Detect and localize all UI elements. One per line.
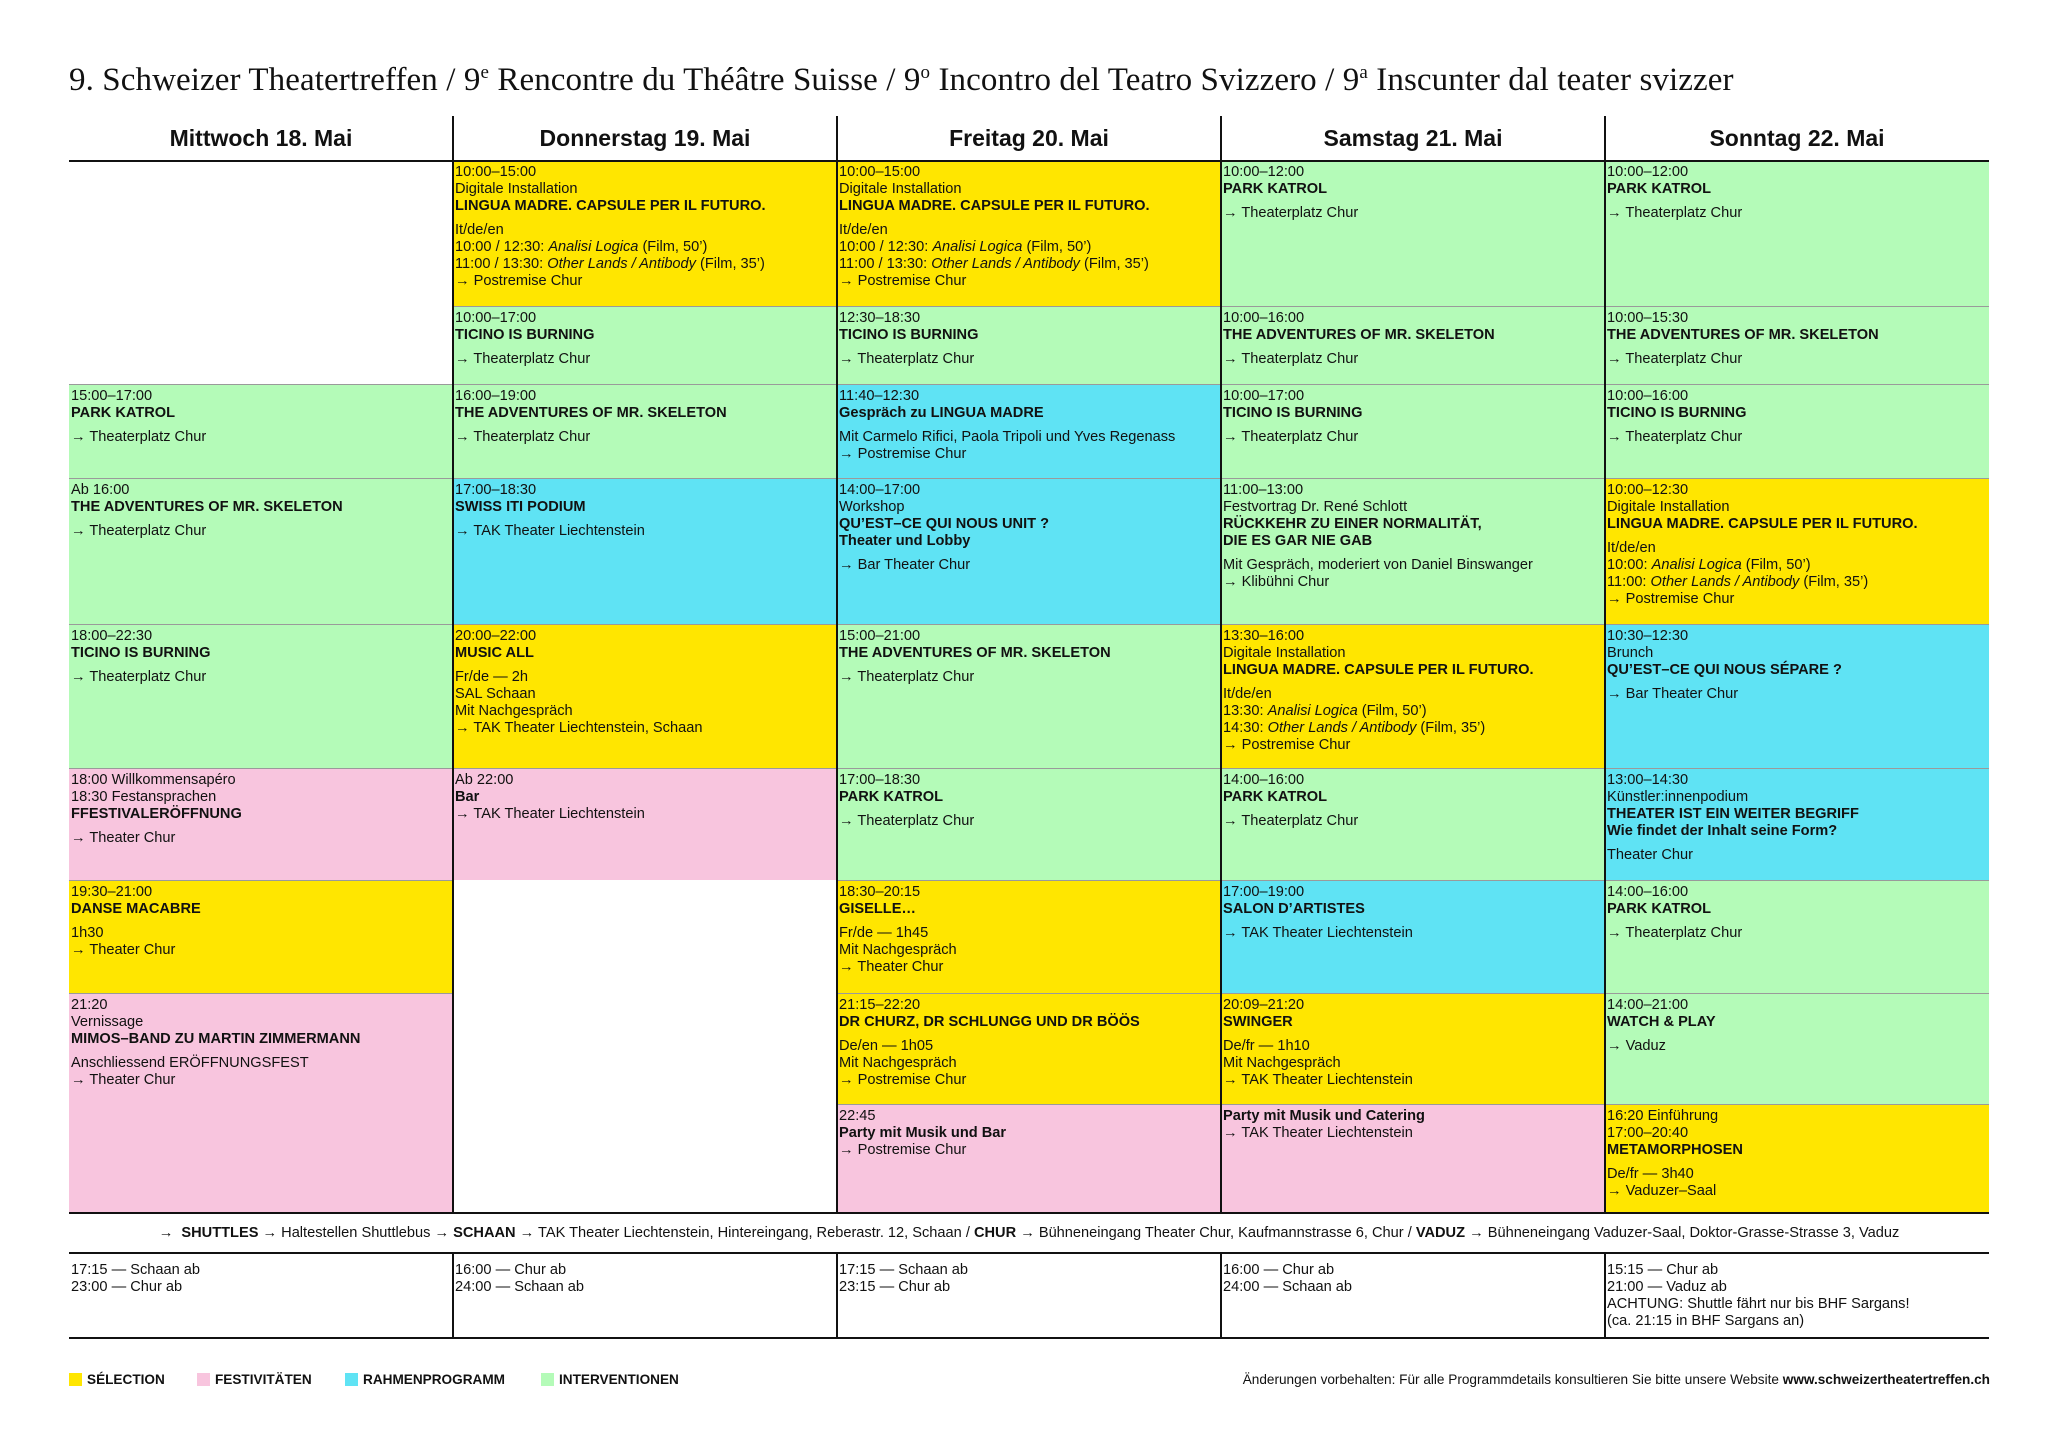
event-title: LINGUA MADRE. CAPSULE PER IL FUTURO. — [1223, 662, 1534, 678]
event-cell — [837, 993, 1221, 1104]
event-line: → Theaterplatz Chur — [455, 351, 591, 367]
event-title: Theater und Lobby — [839, 533, 971, 549]
event-title: TICINO IS BURNING — [71, 645, 211, 661]
event-line: → Vaduz — [1607, 1038, 1666, 1054]
legend-label: INTERVENTIONEN — [559, 1372, 679, 1387]
event-line: Brunch — [1607, 645, 1654, 661]
shuttle-time: 24:00 — Schaan ab — [455, 1279, 585, 1295]
column-rule — [1220, 116, 1222, 160]
footer-note: Änderungen vorbehalten: Für alle Programmdetails konsultieren Sie bitte unsere Website www.schweizertheatertreffen.ch — [1242, 1372, 1990, 1387]
shuttle-time: (ca. 21:15 in BHF Sargans an) — [1607, 1313, 1805, 1329]
event-line: 21:20 — [71, 997, 108, 1013]
event-line: 10:00–12:00 — [1607, 164, 1689, 180]
cell-divider — [1605, 1104, 1989, 1105]
event-line: → Theaterplatz Chur — [1607, 205, 1743, 221]
shuttle-bottom-rule — [69, 1252, 1989, 1254]
event-cell — [1605, 160, 1989, 306]
event-title: METAMORPHOSEN — [1607, 1142, 1743, 1158]
cell-divider — [1605, 306, 1989, 307]
shuttle-time: 15:15 — Chur ab — [1607, 1262, 1719, 1278]
cell-divider — [453, 384, 837, 385]
event-line: 11:00: Other Lands / Antibody (Film, 35’) — [1607, 574, 1869, 590]
event-line: Digitale Installation — [455, 181, 578, 197]
cell-divider — [69, 384, 453, 385]
event-line: Mit Carmelo Rifici, Paola Tripoli und Yves Regenass — [839, 429, 1176, 445]
shuttle-time-cell — [839, 1262, 968, 1296]
event-title: PARK KATROL — [1223, 789, 1328, 805]
cell-divider — [69, 624, 453, 625]
event-line: → Theater Chur — [71, 1072, 176, 1088]
cell-divider — [1605, 624, 1989, 625]
shuttle-time: 17:15 — Schaan ab — [839, 1262, 969, 1278]
event-line: It/de/en — [455, 222, 504, 238]
event-title: THEATER IST EIN WEITER BEGRIFF — [1607, 806, 1859, 822]
cell-divider — [837, 384, 1221, 385]
event-line: → Theater Chur — [839, 959, 944, 975]
event-line: → Theater Chur — [71, 830, 176, 846]
shuttle-time: 16:00 — Chur ab — [455, 1262, 567, 1278]
shuttle-time-cell — [71, 1262, 200, 1296]
event-cell — [837, 478, 1221, 624]
event-line: → TAK Theater Liechtenstein — [455, 806, 645, 822]
event-title: PARK KATROL — [1607, 901, 1712, 917]
event-line: 11:00 / 13:30: Other Lands / Antibody (Film, 35’) — [455, 256, 765, 272]
event-cell — [837, 160, 1221, 306]
legend-swatch — [345, 1373, 358, 1386]
event-line: 11:00 / 13:30: Other Lands / Antibody (Film, 35’) — [839, 256, 1149, 272]
cell-divider — [837, 880, 1221, 881]
cell-divider — [1221, 993, 1605, 994]
event-title: THE ADVENTURES OF MR. SKELETON — [1607, 327, 1879, 343]
event-title: LINGUA MADRE. CAPSULE PER IL FUTURO. — [455, 198, 766, 214]
event-title: Gespräch zu LINGUA MADRE — [839, 405, 1044, 421]
event-line: Anschliessend ERÖFFNUNGSFEST — [71, 1055, 309, 1071]
event-line: → Theaterplatz Chur — [1223, 813, 1359, 829]
event-line: → Postremise Chur — [1607, 591, 1735, 607]
times-bottom-rule — [69, 1337, 1989, 1339]
cell-divider — [1221, 624, 1605, 625]
event-line: Digitale Installation — [839, 181, 962, 197]
event-line: 10:00: Analisi Logica (Film, 50’) — [1607, 557, 1811, 573]
event-cell — [69, 478, 453, 624]
event-line: 18:00 Willkommensapéro — [71, 772, 236, 788]
event-cell — [1605, 993, 1989, 1104]
event-cell — [1605, 768, 1989, 880]
event-line: Vernissage — [71, 1014, 144, 1030]
shuttle-time: 21:00 — Vaduz ab — [1607, 1279, 1727, 1295]
event-title: Party mit Musik und Catering — [1223, 1108, 1425, 1124]
event-line: → Bar Theater Chur — [1607, 686, 1739, 702]
event-line: 16:00–19:00 — [455, 388, 537, 404]
event-line: 18:30–20:15 — [839, 884, 921, 900]
shuttle-time-cell — [1223, 1262, 1352, 1296]
column-rule — [1220, 160, 1222, 1214]
event-cell — [1605, 306, 1989, 384]
cell-divider — [1605, 478, 1989, 479]
event-title: TICINO IS BURNING — [455, 327, 595, 343]
event-cell — [1605, 624, 1989, 768]
event-line: 12:30–18:30 — [839, 310, 921, 326]
event-line: Mit Nachgespräch — [455, 703, 573, 719]
event-line: 11:00–13:00 — [1223, 482, 1304, 498]
legend-label: RAHMENPROGRAMM — [363, 1372, 505, 1387]
times-column-rule — [1604, 1252, 1606, 1339]
event-line: 10:30–12:30 — [1607, 628, 1689, 644]
event-line: 10:00–15:00 — [839, 164, 921, 180]
event-line: Fr/de — 1h45 — [839, 925, 929, 941]
event-title: SALON D’ARTISTES — [1223, 901, 1365, 917]
event-line: → Theaterplatz Chur — [1223, 429, 1359, 445]
event-cell — [837, 306, 1221, 384]
event-cell — [1221, 1104, 1605, 1214]
header-rule — [69, 160, 1989, 162]
day-header: Mittwoch 18. Mai — [169, 124, 353, 151]
event-title: PARK KATROL — [1607, 181, 1712, 197]
event-line: → Vaduzer–Saal — [1607, 1183, 1717, 1199]
event-line: → Theaterplatz Chur — [71, 669, 207, 685]
event-line: → Theaterplatz Chur — [71, 523, 207, 539]
event-line: Ab 16:00 — [71, 482, 130, 498]
event-line: It/de/en — [1607, 540, 1656, 556]
column-rule — [452, 116, 454, 160]
legend-item — [345, 1372, 505, 1387]
event-title: TICINO IS BURNING — [839, 327, 979, 343]
event-line: → Postremise Chur — [455, 273, 583, 289]
times-column-rule — [836, 1252, 838, 1339]
event-line: → Theaterplatz Chur — [1607, 429, 1743, 445]
schedule-grid — [69, 116, 1989, 1214]
cell-divider — [837, 768, 1221, 769]
event-line: 18:30 Festansprachen — [71, 789, 217, 805]
event-title: LINGUA MADRE. CAPSULE PER IL FUTURO. — [1607, 516, 1918, 532]
event-line: 20:00–22:00 — [455, 628, 537, 644]
event-line: 17:00–18:30 — [839, 772, 921, 788]
event-title: THE ADVENTURES OF MR. SKELETON — [71, 499, 343, 515]
website-link[interactable]: www.schweizertheatertreffen.ch — [1782, 1372, 1990, 1387]
event-line: Fr/de — 2h — [455, 669, 528, 685]
cell-divider — [1221, 384, 1605, 385]
event-line: 13:30: Analisi Logica (Film, 50’) — [1223, 703, 1427, 719]
cell-divider — [1605, 384, 1989, 385]
event-line: 10:00–16:00 — [1223, 310, 1305, 326]
event-line: → Klibühni Chur — [1223, 574, 1330, 590]
event-cell — [837, 384, 1221, 478]
event-line: 20:09–21:20 — [1223, 997, 1305, 1013]
event-line: Digitale Installation — [1223, 645, 1346, 661]
event-title: TICINO IS BURNING — [1223, 405, 1363, 421]
event-line: → Theaterplatz Chur — [1223, 351, 1359, 367]
event-line: → Theaterplatz Chur — [1223, 205, 1359, 221]
event-cell — [453, 478, 837, 624]
event-line: Mit Gespräch, moderiert von Daniel Binswanger — [1223, 557, 1533, 573]
event-title: GISELLE… — [839, 901, 917, 917]
legend-item — [69, 1372, 165, 1387]
event-line: → Theaterplatz Chur — [71, 429, 207, 445]
cell-divider — [837, 478, 1221, 479]
event-cell — [69, 624, 453, 768]
event-line: It/de/en — [1223, 686, 1272, 702]
column-rule — [1604, 116, 1606, 160]
day-header: Sonntag 22. Mai — [1709, 124, 1885, 151]
event-line: 10:00 / 12:30: Analisi Logica (Film, 50’) — [455, 239, 708, 255]
cell-divider — [69, 768, 453, 769]
event-line: Festvortrag Dr. René Schlott — [1223, 499, 1408, 515]
shuttle-time: 16:00 — Chur ab — [1223, 1262, 1335, 1278]
event-line: 14:00–21:00 — [1607, 997, 1689, 1013]
event-line: Mit Nachgespräch — [839, 942, 957, 958]
event-cell — [837, 880, 1221, 993]
event-line: 1h30 — [71, 925, 104, 941]
event-title: Party mit Musik und Bar — [839, 1125, 1007, 1141]
event-cell — [1605, 478, 1989, 624]
event-title: PARK KATROL — [1223, 181, 1328, 197]
shuttle-time: ACHTUNG: Shuttle fährt nur bis BHF Sargans! — [1607, 1296, 1910, 1312]
event-cell — [1221, 306, 1605, 384]
event-title: QU’EST–CE QUI NOUS UNIT ? — [839, 516, 1050, 532]
cell-divider — [453, 478, 837, 479]
event-line: 10:00–15:30 — [1607, 310, 1689, 326]
event-line: → Postremise Chur — [839, 1142, 967, 1158]
event-line: → Theater Chur — [71, 942, 176, 958]
event-line: 16:20 Einführung — [1607, 1108, 1719, 1124]
cell-divider — [837, 1104, 1221, 1105]
cell-divider — [453, 624, 837, 625]
event-line: SAL Schaan — [455, 686, 536, 702]
column-rule — [452, 160, 454, 1214]
event-line: Mit Nachgespräch — [839, 1055, 957, 1071]
event-cell — [453, 160, 837, 306]
column-rule — [836, 116, 838, 160]
event-title: WATCH & PLAY — [1607, 1014, 1716, 1030]
event-line: → Bar Theater Chur — [839, 557, 971, 573]
event-line: De/en — 1h05 — [839, 1038, 934, 1054]
cell-divider — [837, 993, 1221, 994]
cell-divider — [1221, 1104, 1605, 1105]
event-line: → Theaterplatz Chur — [839, 351, 975, 367]
shuttle-info: → SHUTTLES → Haltestellen Shuttlebus → SCHAAN → TAK Theater Liechtenstein, Hintereingang, Reberastr. 12, Schaan / CHUR → Bühneneingang Theater Chur, Kaufmannstrasse 6, Chur / VADUZ → Bühneneingang Vaduzer-Saal, Doktor-Grasse-Strasse 3, Vaduz — [158, 1225, 1900, 1241]
cell-divider — [1605, 768, 1989, 769]
event-cell — [453, 768, 837, 880]
event-line: → TAK Theater Liechtenstein — [1223, 1125, 1413, 1141]
event-line: 10:00 / 12:30: Analisi Logica (Film, 50’) — [839, 239, 1092, 255]
event-title: Bar — [455, 789, 480, 805]
event-line: → TAK Theater Liechtenstein — [455, 523, 645, 539]
event-line: 10:00–17:00 — [1223, 388, 1305, 404]
event-title: MUSIC ALL — [455, 645, 534, 661]
event-title: FFESTIVALERÖFFNUNG — [71, 806, 242, 822]
event-line: → Postremise Chur — [1223, 737, 1351, 753]
event-line: 10:00–12:30 — [1607, 482, 1689, 498]
shuttle-top-rule — [69, 1212, 1989, 1214]
event-line: Workshop — [839, 499, 905, 515]
event-cell — [1221, 384, 1605, 478]
column-rule — [1604, 160, 1606, 1214]
event-cell — [453, 624, 837, 768]
event-title: PARK KATROL — [839, 789, 944, 805]
event-cell — [453, 306, 837, 384]
legend-swatch — [69, 1373, 82, 1386]
event-line: 13:30–16:00 — [1223, 628, 1305, 644]
event-title: DIE ES GAR NIE GAB — [1223, 533, 1373, 549]
cell-divider — [453, 306, 837, 307]
legend-item — [541, 1372, 679, 1387]
event-line: 17:00–20:40 — [1607, 1125, 1689, 1141]
cell-divider — [1221, 880, 1605, 881]
cell-divider — [1221, 768, 1605, 769]
event-cell — [1221, 160, 1605, 306]
event-title: MIMOS–BAND ZU MARTIN ZIMMERMANN — [71, 1031, 361, 1047]
column-rule — [836, 160, 838, 1214]
event-line: → Postremise Chur — [839, 1072, 967, 1088]
event-line: 19:30–21:00 — [71, 884, 153, 900]
cell-divider — [1605, 880, 1989, 881]
event-line: 11:40–12:30 — [839, 388, 920, 404]
legend-label: FESTIVITÄTEN — [215, 1372, 312, 1387]
cell-divider — [837, 624, 1221, 625]
day-header: Samstag 21. Mai — [1323, 124, 1503, 151]
cell-divider — [69, 880, 453, 881]
shuttle-time: 24:00 — Schaan ab — [1223, 1279, 1353, 1295]
shuttle-time-cell — [455, 1262, 584, 1296]
event-line: 14:00–16:00 — [1607, 884, 1689, 900]
event-line: Theater Chur — [1607, 847, 1693, 863]
shuttle-time: 23:15 — Chur ab — [839, 1279, 951, 1295]
event-line: 13:00–14:30 — [1607, 772, 1689, 788]
event-cell — [1221, 993, 1605, 1104]
event-cell — [69, 768, 453, 880]
cell-divider — [453, 768, 837, 769]
event-line: Künstler:innenpodium — [1607, 789, 1749, 805]
event-title: SWISS ITI PODIUM — [455, 499, 586, 515]
event-line: → Postremise Chur — [839, 446, 967, 462]
shuttle-time: 17:15 — Schaan ab — [71, 1262, 201, 1278]
event-line: 14:30: Other Lands / Antibody (Film, 35’) — [1223, 720, 1486, 736]
legend-swatch — [197, 1373, 210, 1386]
event-cell — [1221, 768, 1605, 880]
event-cell — [69, 384, 453, 478]
event-cell — [837, 768, 1221, 880]
event-line: → TAK Theater Liechtenstein — [1223, 925, 1413, 941]
event-cell — [1221, 478, 1605, 624]
event-line: → Theaterplatz Chur — [839, 669, 975, 685]
event-line: → Theaterplatz Chur — [1607, 925, 1743, 941]
event-line: 14:00–16:00 — [1223, 772, 1305, 788]
day-header: Freitag 20. Mai — [949, 124, 1109, 151]
event-line: 22:45 — [839, 1108, 876, 1124]
event-line: Ab 22:00 — [455, 772, 514, 788]
event-cell — [453, 384, 837, 478]
event-line: → Theaterplatz Chur — [1607, 351, 1743, 367]
event-line: 10:00–12:00 — [1223, 164, 1305, 180]
event-title: SWINGER — [1223, 1014, 1293, 1030]
event-title: DR CHURZ, DR SCHLUNGG UND DR BÖÖS — [839, 1014, 1140, 1030]
event-title: THE ADVENTURES OF MR. SKELETON — [1223, 327, 1495, 343]
event-title: DANSE MACABRE — [71, 901, 201, 917]
event-line: 14:00–17:00 — [839, 482, 921, 498]
event-title: THE ADVENTURES OF MR. SKELETON — [839, 645, 1111, 661]
event-line: → TAK Theater Liechtenstein — [1223, 1072, 1413, 1088]
cell-divider — [69, 993, 453, 994]
event-line: 10:00–17:00 — [455, 310, 537, 326]
shuttle-time-cell — [1607, 1262, 1910, 1330]
event-line: Mit Nachgespräch — [1223, 1055, 1341, 1071]
event-line: → TAK Theater Liechtenstein, Schaan — [455, 720, 703, 736]
event-line: 10:00–16:00 — [1607, 388, 1689, 404]
shuttle-time: 23:00 — Chur ab — [71, 1279, 183, 1295]
event-cell — [1605, 880, 1989, 993]
event-cell — [1605, 384, 1989, 478]
legend-item — [197, 1372, 312, 1387]
event-cell — [1605, 1104, 1989, 1214]
cell-divider — [69, 478, 453, 479]
page-title: 9. Schweizer Theatertreffen / 9e Rencontre du Théâtre Suisse / 9$^o$ Incontro del Teatro Svizzero / 9$^a$ Inscunter dal teater svizzer — [69, 62, 1734, 98]
event-cell — [1221, 880, 1605, 993]
times-column-rule — [1220, 1252, 1222, 1339]
times-column-rule — [452, 1252, 454, 1339]
event-cell — [69, 993, 453, 1214]
event-line: 17:00–19:00 — [1223, 884, 1305, 900]
event-title: Wie findet der Inhalt seine Form? — [1607, 823, 1838, 839]
day-header: Donnerstag 19. Mai — [539, 124, 751, 151]
event-title: PARK KATROL — [71, 405, 176, 421]
event-line: Digitale Installation — [1607, 499, 1730, 515]
event-cell — [837, 624, 1221, 768]
cell-divider — [1221, 478, 1605, 479]
event-line: 21:15–22:20 — [839, 997, 921, 1013]
event-line: → Theaterplatz Chur — [839, 813, 975, 829]
event-line: 10:00–15:00 — [455, 164, 537, 180]
event-line: De/fr — 3h40 — [1607, 1166, 1694, 1182]
event-line: It/de/en — [839, 222, 888, 238]
event-line: 15:00–17:00 — [71, 388, 153, 404]
event-title: QU’EST–CE QUI NOUS SÉPARE ? — [1607, 662, 1842, 678]
event-cell — [69, 880, 453, 993]
event-line: 18:00–22:30 — [71, 628, 153, 644]
event-title: LINGUA MADRE. CAPSULE PER IL FUTURO. — [839, 198, 1150, 214]
event-title: TICINO IS BURNING — [1607, 405, 1747, 421]
legend-swatch — [541, 1373, 554, 1386]
event-title: THE ADVENTURES OF MR. SKELETON — [455, 405, 727, 421]
event-title: RÜCKKEHR ZU EINER NORMALITÄT, — [1223, 516, 1482, 532]
cell-divider — [1605, 993, 1989, 994]
event-cell — [1221, 624, 1605, 768]
event-line: 15:00–21:00 — [839, 628, 921, 644]
event-line: → Postremise Chur — [839, 273, 967, 289]
legend-label: SÉLECTION — [87, 1372, 165, 1387]
cell-divider — [1221, 306, 1605, 307]
event-line: De/fr — 1h10 — [1223, 1038, 1310, 1054]
cell-divider — [837, 306, 1221, 307]
event-line: → Theaterplatz Chur — [455, 429, 591, 445]
event-line: 17:00–18:30 — [455, 482, 537, 498]
event-cell — [837, 1104, 1221, 1214]
